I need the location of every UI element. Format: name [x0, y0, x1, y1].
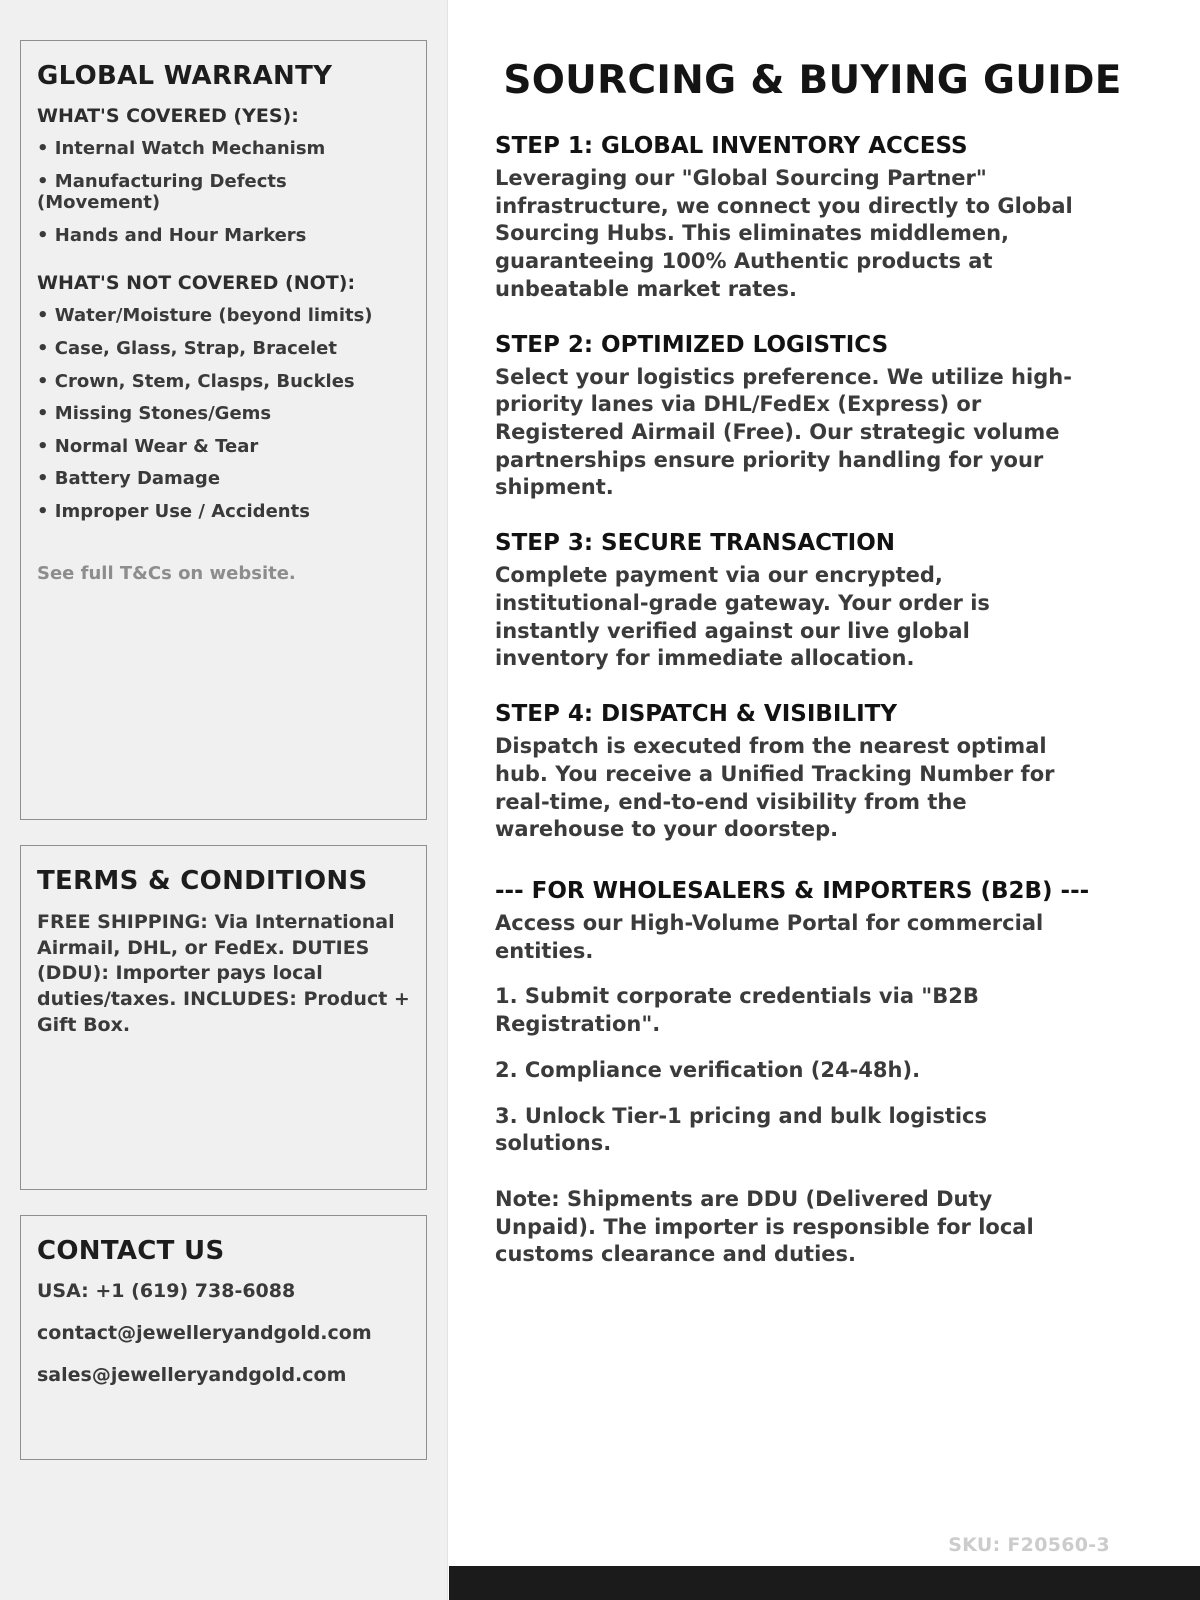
b2b-intro: Access our High-Volume Portal for commercial entities. [495, 910, 1044, 963]
contact-section [20, 1215, 427, 1460]
b2b-heading: --- FOR WHOLESALERS & IMPORTERS (B2B) --- [495, 877, 1090, 904]
main-content [449, 0, 1200, 1600]
warranty-covered-list [37, 138, 410, 246]
b2b-item-3: 3. Unlock Tier-1 pricing and bulk logistics solutions. [495, 1103, 988, 1156]
b2b-item-1: 1. Submit corporate credentials via "B2B Registration". [495, 984, 979, 1037]
sidebar [0, 0, 448, 1600]
step-3-body: Complete payment via our encrypted, institutional-grade gateway. Your order is instantly verified against our live global inventory for immediate allocation. [495, 563, 990, 671]
terms-body: FREE SHIPPING: Via International Airmail, DHL, or FedEx. DUTIES (DDU): Importer pays local duties/taxes. INCLUDES: Product + Gift Box. [37, 911, 410, 1036]
list-item: • Missing Stones/Gems [37, 403, 410, 425]
warranty-section [20, 40, 427, 820]
step-3-heading: STEP 3: SECURE TRANSACTION [495, 530, 896, 557]
page-title: SOURCING & BUYING GUIDE [503, 58, 1122, 103]
step-4-section [495, 701, 1130, 844]
list-item: • Crown, Stem, Clasps, Buckles [37, 371, 410, 393]
warranty-not-covered-heading: WHAT'S NOT COVERED (NOT): [37, 272, 356, 295]
warranty-footnote: See full T&Cs on website. [37, 562, 296, 584]
step-2-section [495, 332, 1130, 503]
b2b-item-2: 2. Compliance verification (24-48h). [495, 1057, 921, 1082]
step-1-body: Leveraging our "Global Sourcing Partner" infrastructure, we connect you directly to Global Sourcing Hubs. This eliminates middlemen, guaranteeing 100% Authentic products at unbeatable market rates. [495, 166, 1073, 301]
step-3-section [495, 530, 1130, 673]
list-item: • Manufacturing Defects (Movement) [37, 171, 410, 214]
list-item: • Internal Watch Mechanism [37, 138, 410, 160]
terms-title: TERMS & CONDITIONS [37, 866, 368, 896]
list-item: • Case, Glass, Strap, Bracelet [37, 338, 410, 360]
list-item: • Normal Wear & Tear [37, 436, 410, 458]
step-2-heading: STEP 2: OPTIMIZED LOGISTICS [495, 331, 889, 358]
step-1-section [495, 133, 1130, 304]
step-4-heading: STEP 4: DISPATCH & VISIBILITY [495, 701, 898, 728]
contact-phone: USA: +1 (619) 738-6088 [37, 1280, 296, 1302]
list-item: • Improper Use / Accidents [37, 501, 410, 523]
warranty-title: GLOBAL WARRANTY [37, 61, 333, 91]
contact-email-sales: sales@jewelleryandgold.com [37, 1364, 347, 1386]
contact-email-primary: contact@jewelleryandgold.com [37, 1322, 372, 1344]
list-item: • Water/Moisture (beyond limits) [37, 305, 410, 327]
list-item: • Hands and Hour Markers [37, 225, 410, 247]
warranty-covered-heading: WHAT'S COVERED (YES): [37, 105, 299, 127]
step-2-body: Select your logistics preference. We utilize high-priority lanes via DHL/FedEx (Express) or Registered Airmail (Free). Our strategic volume partnerships ensure priority handling for your shipment. [495, 364, 1072, 500]
contact-title: CONTACT US [37, 1236, 225, 1266]
list-item: • Battery Damage [37, 468, 410, 490]
step-1-heading: STEP 1: GLOBAL INVENTORY ACCESS [495, 133, 968, 159]
terms-section [20, 845, 427, 1190]
b2b-note: Note: Shipments are DDU (Delivered Duty Unpaid). The importer is responsible for local customs clearance and duties. [495, 1186, 1034, 1267]
sku-label: SKU: F20560-3 [948, 1534, 1110, 1556]
warranty-not-covered-list [37, 305, 410, 522]
footer-bar [449, 1566, 1200, 1600]
step-4-body: Dispatch is executed from the nearest optimal hub. You receive a Unified Tracking Number for real-time, end-to-end visibility from the warehouse to your doorstep. [495, 734, 1055, 842]
b2b-section [495, 878, 1130, 1269]
